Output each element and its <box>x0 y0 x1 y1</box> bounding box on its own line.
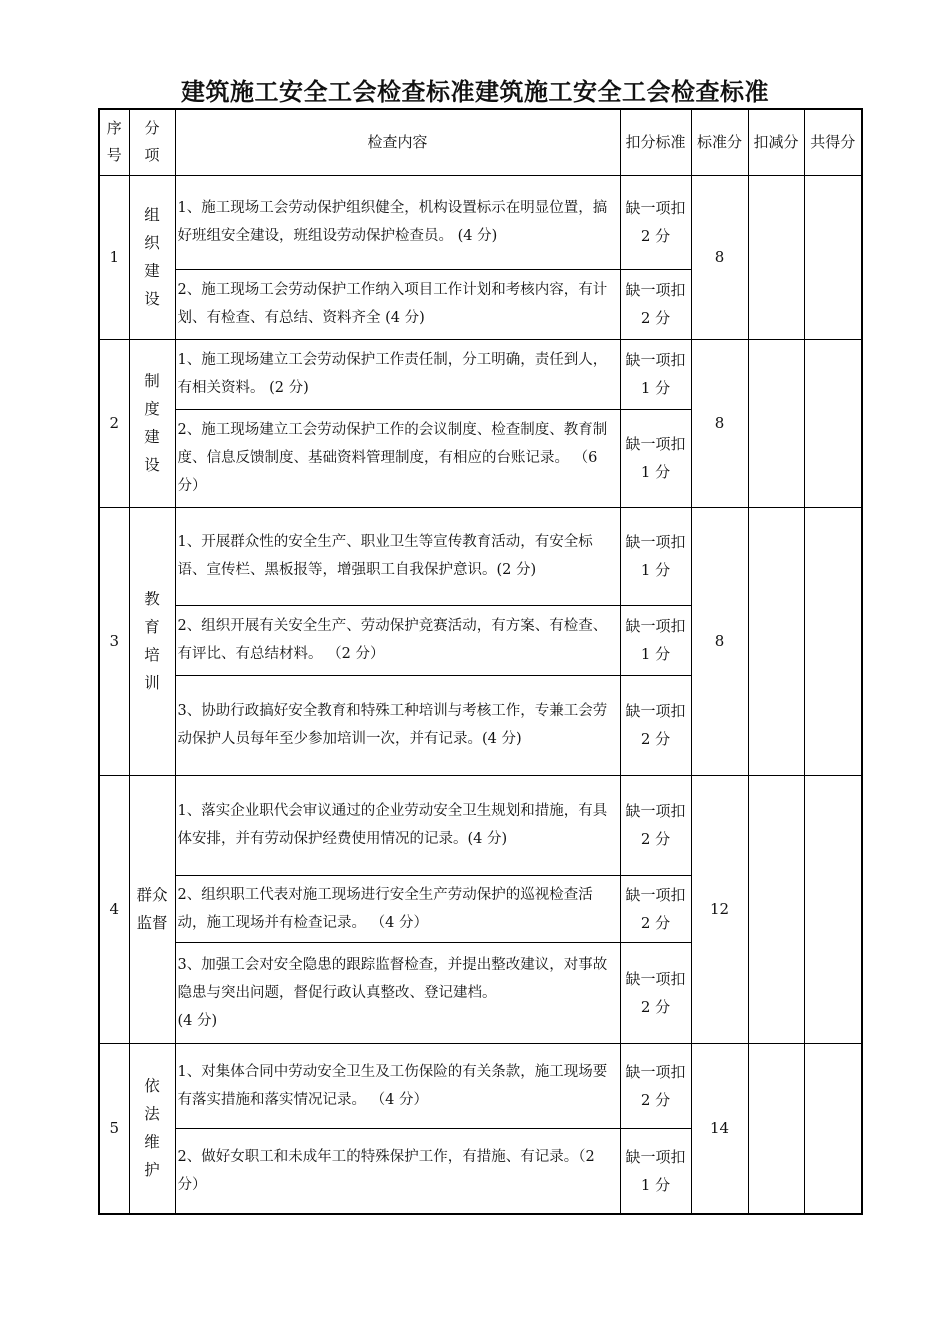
inspection-table <box>98 108 863 1215</box>
item-deduction: 缺一项扣 2 分 <box>620 942 691 1043</box>
item-deduction: 缺一项扣 2 分 <box>620 675 691 775</box>
table-row <box>99 175 862 269</box>
item-content: 2、组织职工代表对施工现场进行安全生产劳动保护的巡视检查活动，施工现场并有检查记录。 （4 分） <box>175 875 620 942</box>
deducted-cell <box>748 1043 804 1214</box>
total-cell <box>804 775 862 1043</box>
item-content: 2、组织开展有关安全生产、劳动保护竞赛活动，有方案、有检查、有评比、有总结材料。 （2 分） <box>175 605 620 675</box>
item-deduction: 缺一项扣 2 分 <box>620 175 691 269</box>
header-total: 共得分 <box>804 109 862 175</box>
section-standard-score: 14 <box>691 1043 748 1214</box>
item-deduction: 缺一项扣 1 分 <box>620 507 691 605</box>
total-cell <box>804 507 862 775</box>
item-content: 2、做好女职工和未成年工的特殊保护工作，有措施、有记录。（2 分） <box>175 1128 620 1214</box>
deducted-cell <box>748 507 804 775</box>
item-content: 1、施工现场建立工会劳动保护工作责任制，分工明确，责任到人，有相关资料。 (2 分) <box>175 339 620 409</box>
section-category: 群众 监督 <box>129 775 175 1043</box>
item-deduction: 缺一项扣 2 分 <box>620 775 691 875</box>
section-seq: 3 <box>99 507 129 775</box>
section-category: 制 度 建 设 <box>129 339 175 507</box>
item-deduction: 缺一项扣 1 分 <box>620 605 691 675</box>
header-category: 分 项 <box>129 109 175 175</box>
item-deduction: 缺一项扣 1 分 <box>620 1128 691 1214</box>
header-deduction-rule: 扣分标准 <box>620 109 691 175</box>
section-category: 依 法 维 护 <box>129 1043 175 1214</box>
item-deduction: 缺一项扣 1 分 <box>620 339 691 409</box>
item-content: 3、加强工会对安全隐患的跟踪监督检查，并提出整改建议，对事故隐患与突出问题，督促行政认真整改、登记建档。 (4 分) <box>175 942 620 1043</box>
header-deducted: 扣减分 <box>748 109 804 175</box>
table-row <box>99 507 862 605</box>
section-standard-score: 12 <box>691 775 748 1043</box>
deducted-cell <box>748 175 804 339</box>
document-title: 建筑施工安全工会检查标准建筑施工安全工会检查标准 <box>181 78 769 106</box>
item-content: 1、对集体合同中劳动安全卫生及工伤保险的有关条款，施工现场要有落实措施和落实情况记录。 （4 分） <box>175 1043 620 1128</box>
section-standard-score: 8 <box>691 339 748 507</box>
section-standard-score: 8 <box>691 507 748 775</box>
item-content: 3、协助行政搞好安全教育和特殊工种培训与考核工作，专兼工会劳动保护人员每年至少参加培训一次，并有记录。(4 分) <box>175 675 620 775</box>
table-row <box>99 1043 862 1128</box>
total-cell <box>804 1043 862 1214</box>
header-row <box>99 109 862 175</box>
header-standard-score: 标准分 <box>691 109 748 175</box>
section-category: 组 织 建 设 <box>129 175 175 339</box>
item-content: 1、落实企业职代会审议通过的企业劳动安全卫生规划和措施，有具体安排，并有劳动保护经费使用情况的记录。(4 分) <box>175 775 620 875</box>
deducted-cell <box>748 775 804 1043</box>
item-content: 1、施工现场工会劳动保护组织健全，机构设置标示在明显位置，搞好班组安全建设，班组设劳动保护检查员。 (4 分) <box>175 175 620 269</box>
section-category: 教 育 培 训 <box>129 507 175 775</box>
total-cell <box>804 175 862 339</box>
deducted-cell <box>748 339 804 507</box>
header-seq: 序 号 <box>99 109 129 175</box>
section-seq: 1 <box>99 175 129 339</box>
item-deduction: 缺一项扣 2 分 <box>620 269 691 339</box>
item-content: 2、施工现场建立工会劳动保护工作的会议制度、检查制度、教育制度、信息反馈制度、基础资料管理制度，有相应的台账记录。 （6 分） <box>175 409 620 507</box>
section-seq: 4 <box>99 775 129 1043</box>
table-row <box>99 339 862 409</box>
item-deduction: 缺一项扣 2 分 <box>620 1043 691 1128</box>
item-deduction: 缺一项扣 1 分 <box>620 409 691 507</box>
header-content: 检查内容 <box>175 109 620 175</box>
table-row <box>99 775 862 875</box>
section-seq: 5 <box>99 1043 129 1214</box>
section-standard-score: 8 <box>691 175 748 339</box>
item-deduction: 缺一项扣 2 分 <box>620 875 691 942</box>
total-cell <box>804 339 862 507</box>
item-content: 2、施工现场工会劳动保护工作纳入项目工作计划和考核内容，有计划、有检查、有总结、资料齐全 (4 分) <box>175 269 620 339</box>
item-content: 1、开展群众性的安全生产、职业卫生等宣传教育活动，有安全标语、宣传栏、黑板报等，增强职工自我保护意识。(2 分) <box>175 507 620 605</box>
section-seq: 2 <box>99 339 129 507</box>
